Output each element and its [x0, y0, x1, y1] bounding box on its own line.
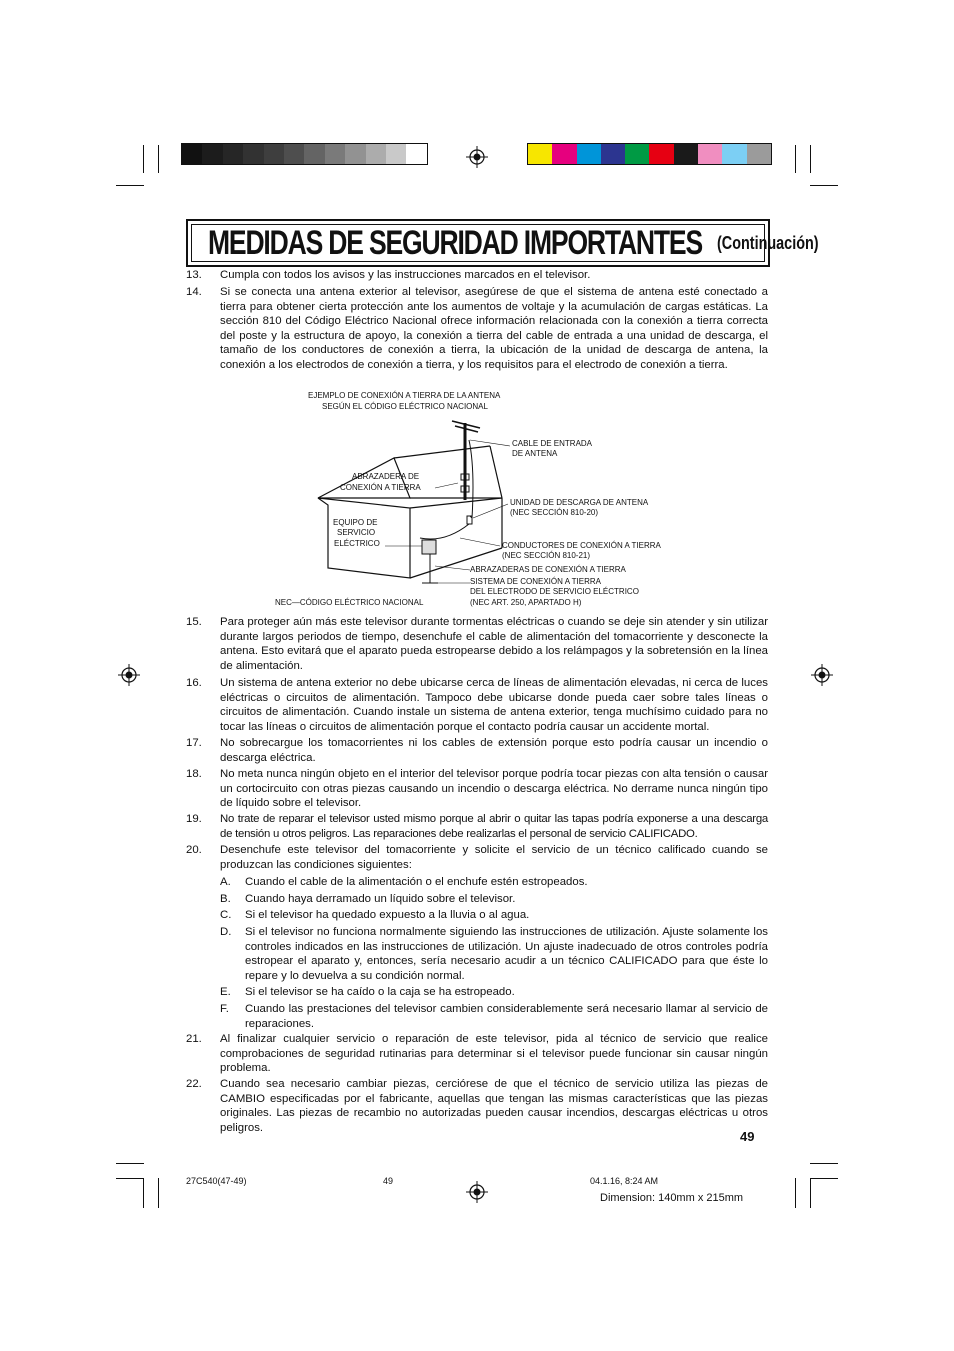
- sub-list-item: B. Cuando haya derramado un líquido sobre el televisor.: [220, 892, 516, 905]
- svg-text:NEC—CÓDIGO ELÉCTRICO NACIONAL: NEC—CÓDIGO ELÉCTRICO NACIONAL: [275, 598, 424, 607]
- svg-text:EQUIPO DE: EQUIPO DE: [333, 518, 378, 527]
- crop-mark: [143, 1178, 144, 1208]
- color-swatch: [304, 144, 324, 164]
- svg-text:SERVICIO: SERVICIO: [337, 528, 376, 537]
- list-item: 21. Al finalizar cualquier servicio o reparación de este televisor, pida al técnico de servicio que realice comprobaciones de seguridad rutinarias para determinar si el televisor puede funcionar sin causar ningún problema.: [186, 1033, 768, 1075]
- list-item: 22. Cuando sea necesario cambiar piezas, cerciórese de que el técnico de servicio utiliza las piezas de CAMBIO especificadas por el fabricante, aquellas que tengan las mismas características que las piezas originales. Las piezas de recambio no autorizadas pueden causar incendios, descargas eléctricas u otros peligros.: [186, 1078, 768, 1134]
- svg-text:DEL ELECTRODO DE SERVICIO ELÉC: DEL ELECTRODO DE SERVICIO ELÉCTRICO: [470, 587, 639, 596]
- svg-text:DE ANTENA: DE ANTENA: [512, 449, 558, 458]
- list-item: 13. Cumpla con todos los avisos y las instrucciones marcados en el televisor.: [186, 269, 591, 281]
- color-swatch: [747, 144, 771, 164]
- footer-date: 04.1.16, 8:24 AM: [590, 1176, 659, 1186]
- color-swatch: [625, 144, 649, 164]
- registration-target-icon: [466, 146, 488, 168]
- color-swatch: [722, 144, 746, 164]
- crop-mark: [810, 1178, 838, 1179]
- crop-mark: [116, 185, 144, 186]
- list-item: 16. Un sistema de antena exterior no debe ubicarse cerca de líneas de alimentación elevadas, ni cerca de luces eléctricas o circuitos de alimentación. Tampoco debe ubicarse donde pueda caer sobre tales líneas o circuitos de alimentación. Cuando instale un sistema de antena exterior, tenga muchísimo cuidado para no tocar las líneas o circuitos de alimentación porque el contacto podría causar un accidente mortal.: [186, 677, 768, 733]
- footer-page: 49: [383, 1176, 394, 1186]
- list-item: 17. No sobrecargue los tomacorrientes ni los cables de extensión porque esto podría causar un incendio o descarga eléctrica.: [186, 737, 768, 764]
- registration-target-icon: [811, 664, 833, 686]
- crop-mark: [158, 1178, 159, 1208]
- color-swatch: [202, 144, 222, 164]
- crop-mark: [795, 145, 796, 173]
- crop-mark: [158, 145, 159, 173]
- registration-target-icon: [466, 1181, 488, 1203]
- sub-list-item: E. Si el televisor se ha caído o la caja se ha estropeado.: [220, 986, 515, 999]
- color-swatch: [577, 144, 601, 164]
- page-title: MEDIDAS DE SEGURIDAD IMPORTANTES: [208, 223, 702, 262]
- sub-list-item: D. Si el televisor no funciona normalmente siguiendo las instrucciones de utilización. Ajuste solamente los controles indicados en las instrucciones de utilización. Un ajuste inadecuado de otros controles podría estropear el aparato y, entonces, sería necesario acudir a un técnico CALIFICADO para que éste lo repare y lo devuelva a su condición normal.: [220, 925, 768, 982]
- color-swatch: [552, 144, 576, 164]
- page-number: 49: [740, 1129, 755, 1144]
- color-swatch: [649, 144, 673, 164]
- svg-text:CABLE DE ENTRADA: CABLE DE ENTRADA: [512, 439, 593, 448]
- crop-mark: [143, 145, 144, 173]
- page-subtitle: (Continuación): [717, 232, 819, 253]
- footer-dimension: Dimension: 140mm x 215mm: [600, 1192, 744, 1204]
- list-item: 19. No trate de reparar el televisor usted mismo porque al abrir o quitar las tapas podría exponerse a una descarga de tensión u otros peligros. Las reparaciones debe realizarlas el personal de servicio CALIFICADO.: [186, 813, 768, 840]
- list-item: 15. Para proteger aún más este televisor durante tormentas eléctricas o cuando se deje sin atender y sin utilizar durante largos periodos de tiempo, desenchufe el cable de alimentación del tomacorriente y desconecte la antena. Esto evitará que el aparato pueda estropearse debido a los relámpagos y la sobretensión en la línea de alimentación.: [186, 616, 768, 672]
- crop-mark: [116, 1163, 144, 1164]
- sub-list-item: C. Si el televisor ha quedado expuesto a la lluvia o al agua.: [220, 909, 530, 922]
- svg-text:(NEC SECCIÓN 810-20): (NEC SECCIÓN 810-20): [510, 508, 599, 517]
- color-swatch: [284, 144, 304, 164]
- color-swatch: [406, 144, 426, 164]
- color-swatch: [182, 144, 202, 164]
- svg-text:CONEXIÓN A TIERRA: CONEXIÓN A TIERRA: [340, 483, 421, 492]
- svg-text:(NEC ART. 250, APARTADO H): (NEC ART. 250, APARTADO H): [470, 598, 582, 607]
- footer-code: 27C540(47-49): [186, 1176, 247, 1186]
- crop-mark: [810, 185, 838, 186]
- crop-mark: [810, 1178, 811, 1208]
- color-swatch: [243, 144, 263, 164]
- color-swatch: [386, 144, 406, 164]
- crop-mark: [810, 1163, 838, 1164]
- svg-text:ABRAZADERAS DE CONEXIÓN A TIER: ABRAZADERAS DE CONEXIÓN A TIERRA: [470, 565, 626, 574]
- color-swatch: [698, 144, 722, 164]
- color-swatch: [325, 144, 345, 164]
- color-swatch: [264, 144, 284, 164]
- color-calibration-bar: [527, 143, 772, 165]
- list-item: 14. Si se conecta una antena exterior al televisor, asegúrese de que el sistema de antena esté conectado a tierra para obtener cierta protección ante los aumentos de voltaje y la acumulación de cargas estáticas. La sección 810 del Código Eléctrico Nacional ofrece información relacionada con la conexión a tierra correcta del poste y la estructura de apoyo, la conexión a tierra del cable de entrada a una unidad de descarga, el tamaño de los conductores de conexión a tierra, la ubicación de la unidad de descarga de antena, la conexión a los electrodos de conexión a tierra, y los requisitos para el electrodo de conexión a tierra.: [186, 286, 768, 371]
- grayscale-calibration-bar: [181, 143, 428, 165]
- color-swatch: [528, 144, 552, 164]
- color-swatch: [601, 144, 625, 164]
- registration-target-icon: [118, 664, 140, 686]
- list-item: 20. Desenchufe este televisor del tomacorriente y solicite el servicio de un técnico calificado cuando se produzcan las condiciones siguientes: A. Cuando el cable de la alimentación o el enchufe estén estropeados. B. Cuando haya derramado un líquido sobre el televisor. C. Si el televisor ha quedado expuesto a la lluvia o al agua. D. Si el televisor no funciona normalmente siguiendo las instrucciones de utilización. Ajuste solamente los controles indicados en las instrucciones de utilización. Un ajuste inadecuado de otros controles podría estropear el aparato y, entonces, sería necesario acudir a un técnico CALIFICADO para que éste lo repare y lo devuelva a su condición normal. E. Si el televisor se ha caído o la caja se ha estropeado. F. Cuando las prestaciones del televisor cambien considerablemente será necesario llamar al servicio de reparaciones.: [186, 844, 768, 1030]
- color-swatch: [345, 144, 365, 164]
- crop-mark: [116, 1178, 144, 1179]
- svg-text:(NEC SECCIÓN 810-21): (NEC SECCIÓN 810-21): [502, 551, 591, 560]
- crop-mark: [795, 1178, 796, 1208]
- svg-text:SISTEMA DE CONEXIÓN A TIERRA: SISTEMA DE CONEXIÓN A TIERRA: [470, 577, 601, 586]
- svg-text:ABRAZADERA DE: ABRAZADERA DE: [352, 472, 420, 481]
- svg-text:ELÉCTRICO: ELÉCTRICO: [334, 539, 380, 548]
- color-swatch: [223, 144, 243, 164]
- svg-text:SEGÚN EL CÓDIGO ELÉCTRICO NACI: SEGÚN EL CÓDIGO ELÉCTRICO NACIONAL: [322, 402, 488, 411]
- sub-list-item: F. Cuando las prestaciones del televisor cambien considerablemente será necesario llamar al servicio de reparaciones.: [220, 1002, 768, 1030]
- sub-list-item: A. Cuando el cable de la alimentación o el enchufe estén estropeados.: [220, 876, 588, 889]
- list-item: 18. No meta nunca ningún objeto en el interior del televisor porque podría tocar piezas con alta tensión o causar un cortocircuito con otras piezas causando un incendio o descarga eléctrica. No derrame nunca ningún tipo de líquido sobre el televisor.: [186, 768, 768, 810]
- color-swatch: [366, 144, 386, 164]
- crop-mark: [810, 145, 811, 173]
- color-swatch: [674, 144, 698, 164]
- svg-text:CONDUCTORES DE CONEXIÓN A TIER: CONDUCTORES DE CONEXIÓN A TIERRA: [502, 541, 661, 550]
- page-title-box: [186, 219, 819, 267]
- svg-text:UNIDAD DE DESCARGA DE ANTENA: UNIDAD DE DESCARGA DE ANTENA: [510, 498, 649, 507]
- antenna-grounding-diagram: [270, 388, 690, 613]
- svg-text:EJEMPLO DE CONEXIÓN A TIERRA D: EJEMPLO DE CONEXIÓN A TIERRA DE LA ANTENA: [308, 391, 501, 400]
